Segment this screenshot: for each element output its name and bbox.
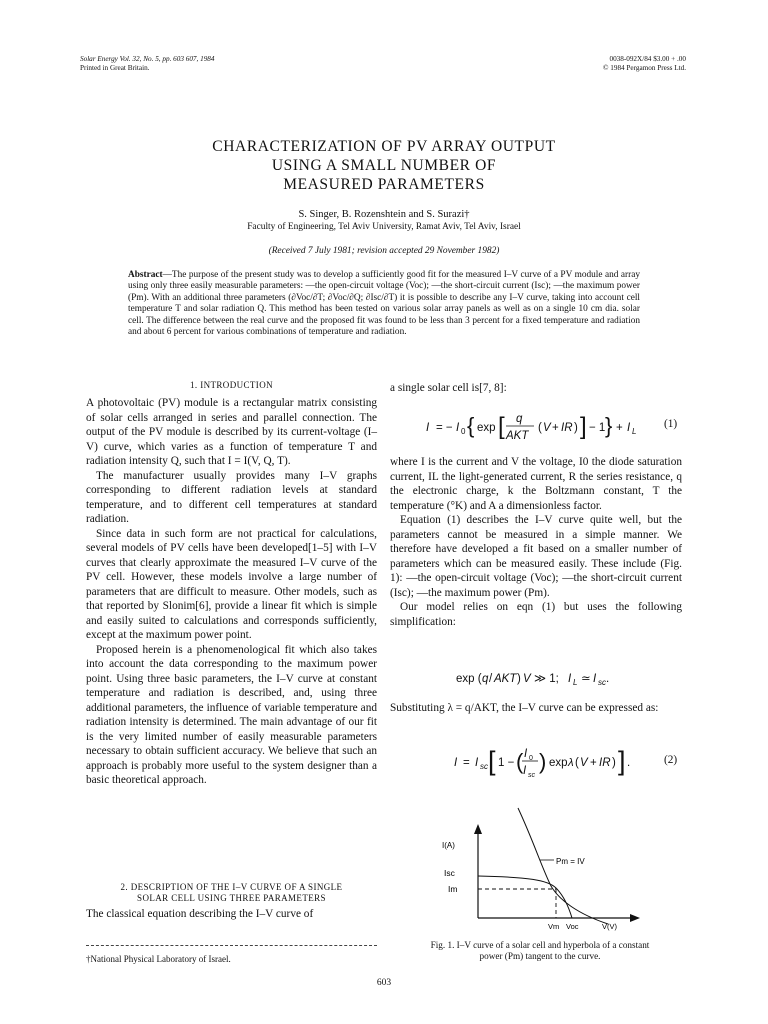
svg-text:): ): [539, 749, 547, 774]
iv-curve: [478, 876, 572, 918]
isc-label: Isc: [444, 868, 455, 878]
caption-line-2: power (Pm) tangent to the curve.: [479, 951, 601, 961]
journal-citation: [80, 55, 215, 73]
svg-text:+: +: [616, 422, 623, 434]
svg-text:exp: exp: [477, 422, 496, 434]
citation-line-1: Solar Energy Vol. 32, No. 5, pp. 603 607, 1984: [80, 55, 215, 63]
equation-2: [450, 743, 650, 786]
publisher-info: [603, 55, 686, 73]
intro-paragraph-1: A photovoltaic (PV) module is a rectangular matrix consisting of solar cells arranged in series and parallel connection. The output of the PV module is described by its current-voltage (I–V) curve, which varies as a function of temperature T and radiation intensity Q, such that I = I(V, Q, T).: [86, 397, 377, 467]
svg-text:=: =: [463, 757, 470, 769]
substitution-text: Substituting λ = q/AKT, the I–V curve can be expressed as:: [390, 702, 659, 714]
copyright-line: © 1984 Pergamon Press Ltd.: [603, 64, 686, 72]
svg-text:q: q: [482, 673, 489, 685]
svg-text:q: q: [516, 413, 523, 425]
eq1-definitions: where I is the current and V the voltage, I0 the diode saturation current, IL the light-generated current, R the series resistance, q the electronic charge, k the Boltzmann constant, T the temperature (°K) and A a dimensionless factor.: [390, 456, 682, 512]
svg-text:): ): [517, 673, 521, 685]
svg-text:1 −: 1 −: [498, 757, 515, 769]
svg-text:V: V: [580, 757, 588, 769]
paper-title: [0, 137, 768, 194]
equation-1: [420, 410, 650, 449]
svg-text:λ: λ: [568, 757, 574, 769]
intro-paragraph-3: Since data in such form are not practical for calculations, several models of PV cells have been developed[1–5] with I–V curves that clearly approximate the measured I–V curve of the PV cell. However, these models involve a large number of parameters that are difficult to measure. Other models, such as that reported by Slonim[6], provide a linear fit which is simple and easily suited to calculations and corresponds sufficiently, except at the maximum power point.: [86, 527, 377, 641]
svg-text:= −: = −: [436, 422, 453, 434]
svg-text:AKT: AKT: [494, 673, 517, 685]
title-line-1: CHARACTERIZATION OF PV ARRAY OUTPUT: [212, 138, 556, 155]
footnote-rule: [86, 945, 377, 946]
caption-line-1: Fig. 1. I–V curve of a solar cell and hyperbola of a constant: [430, 940, 650, 950]
svg-text:− 1: − 1: [589, 422, 606, 434]
issn-line: 0038-092X/84 $3.00 + .00: [609, 55, 686, 63]
svg-text:I: I: [568, 673, 572, 685]
svg-text:I: I: [426, 422, 430, 434]
svg-text:): ): [574, 422, 578, 434]
equation-2-graphic: [450, 743, 650, 783]
title-line-2: USING A SMALL NUMBER OF: [271, 157, 497, 174]
authors: S. Singer, B. Rozenshtein and S. Surazi†: [298, 209, 470, 220]
right-column-body-1: [390, 455, 682, 629]
svg-text:/: /: [489, 673, 493, 685]
svg-text:+: +: [552, 422, 559, 434]
abstract-label: Abstract: [128, 270, 163, 280]
svg-text:{: {: [467, 413, 475, 438]
simplification-equation: [440, 668, 640, 691]
svg-text:≃: ≃: [581, 673, 591, 685]
svg-text:]: ]: [618, 746, 626, 776]
svg-text:.: .: [627, 757, 631, 769]
x-axis-arrow: [630, 914, 640, 922]
svg-text:sc: sc: [528, 772, 535, 779]
svg-text:IR: IR: [599, 757, 611, 769]
svg-text:sc: sc: [480, 762, 488, 771]
section-1-heading: 1. INTRODUCTION: [190, 380, 273, 390]
svg-text:(: (: [575, 757, 579, 769]
y-axis-arrow: [474, 824, 482, 834]
vm-label: Vm: [548, 922, 560, 931]
simplification-graphic: [440, 668, 640, 688]
title-line-3: MEASURED PARAMETERS: [283, 176, 485, 193]
svg-text:I: I: [454, 757, 458, 769]
svg-text:I: I: [456, 422, 460, 434]
equation-1-graphic: [420, 410, 650, 446]
svg-text:}: }: [605, 413, 613, 438]
svg-text:≫ 1;: ≫ 1;: [534, 673, 559, 685]
svg-text:.: .: [606, 673, 610, 685]
citation-line-2: Printed in Great Britain.: [80, 64, 150, 72]
svg-text:exp: exp: [549, 757, 568, 769]
svg-text:I: I: [627, 422, 631, 434]
section-2-heading-line-1: 2. DESCRIPTION OF THE I–V CURVE OF A SINGLE: [120, 882, 343, 892]
svg-text:AKT: AKT: [506, 430, 529, 442]
model-paragraph: Our model relies on eqn (1) but uses the following simplification:: [390, 601, 682, 628]
equation-2-number: (2): [664, 754, 678, 766]
right-column-intro: a single solar cell is[7, 8]:: [390, 382, 507, 394]
svg-text:L: L: [632, 427, 637, 436]
intro-paragraph-2: The manufacturer usually provides many I–V graphs corresponding to different radiation levels at standard temperature, and to different cell temperatures at standard radiation.: [86, 469, 377, 525]
svg-text:]: ]: [580, 413, 587, 440]
figure-1: [438, 800, 678, 935]
svg-text:(: (: [516, 749, 524, 774]
svg-text:[: [: [498, 413, 505, 440]
affiliation: Faculty of Engineering, Tel Aviv University, Ramat Aviv, Tel Aviv, Israel: [247, 222, 521, 232]
svg-text:[: [: [488, 746, 496, 776]
svg-text:+: +: [590, 757, 597, 769]
svg-text:exp (: exp (: [456, 673, 482, 685]
svg-text:I: I: [523, 765, 527, 777]
svg-text:sc: sc: [598, 678, 606, 687]
figure-1-caption: [393, 940, 687, 962]
svg-text:): ): [612, 757, 616, 769]
eq1-description: Equation (1) describes the I–V curve quite well, but the parameters cannot be measured in a simple manner. We therefore have developed a fit based on a smaller number of parameters which can be measured easily. These include (Fig. 1): —the open-circuit voltage (Voc); —the short-circuit current (Isc); —the maximum power (Pm).: [390, 514, 682, 599]
abstract-text: —The purpose of the present study was to develop a sufficiently good fit for the measured I–V curve of a PV module and array using only three easily measurable parameters: —the open-circuit voltage (Voc); —the short-circuit current (Isc); —the maximum power (Pm). With an additional three parameters (∂Voc/∂T; ∂Voc/∂Q; ∂Isc/∂T) it is possible to describe any I–V curve, taking into account cell temperature T and solar radiation Q. This method has been tested on various solar array panels as well as on a single 10 cm dia. solar cell. The difference between the real curve and the proposed fit was found to be less than 3 percent for a fixed temperature and radiation and about 6 percent for various combinations of temperature and radiation.: [128, 270, 640, 338]
intro-paragraph-4: Proposed herein is a phenomenological fit which also takes into account the data corresponding to the maximum power point. Using three basic parameters, the I–V curve at constant temperature and radiation is described, and, using three additional parameters, the influence of variable temperature and radiation intensity is determined. The main advantage of our fit is the very limited number of easily measurable parameters necessary to obtain sufficient accuracy. We believe that such an approach is probably more useful to the system designer than a basic theoretical approach.: [86, 643, 377, 786]
section-2-heading-line-2: SOLAR CELL USING THREE PARAMETERS: [137, 893, 326, 903]
pm-label: Pm = IV: [556, 857, 585, 866]
section-2-heading: [86, 882, 377, 904]
svg-text:IR: IR: [561, 422, 573, 434]
section-1-body: [86, 396, 377, 788]
constant-power-hyperbola: [518, 808, 608, 924]
svg-text:I: I: [524, 748, 528, 760]
svg-text:0: 0: [529, 755, 533, 762]
y-axis-label: I(A): [442, 841, 455, 850]
svg-text:(: (: [538, 422, 542, 434]
section-2-text: The classical equation describing the I–V curve of: [86, 908, 314, 920]
svg-text:V: V: [523, 673, 531, 685]
footnote: †National Physical Laboratory of Israel.: [86, 954, 231, 964]
substitution-paragraph: [390, 701, 682, 716]
svg-text:I: I: [593, 673, 597, 685]
svg-text:L: L: [573, 678, 578, 687]
received-date: (Received 7 July 1981; revision accepted 29 November 1982): [268, 246, 500, 256]
im-label: Im: [448, 884, 458, 894]
svg-text:I: I: [475, 757, 479, 769]
abstract: [128, 270, 640, 338]
svg-text:0: 0: [461, 427, 466, 436]
svg-text:V: V: [543, 422, 551, 434]
voc-label: Voc: [566, 922, 579, 931]
page-number: 603: [376, 978, 392, 988]
x-axis-label: V(V): [602, 922, 617, 931]
equation-1-number: (1): [664, 418, 678, 430]
